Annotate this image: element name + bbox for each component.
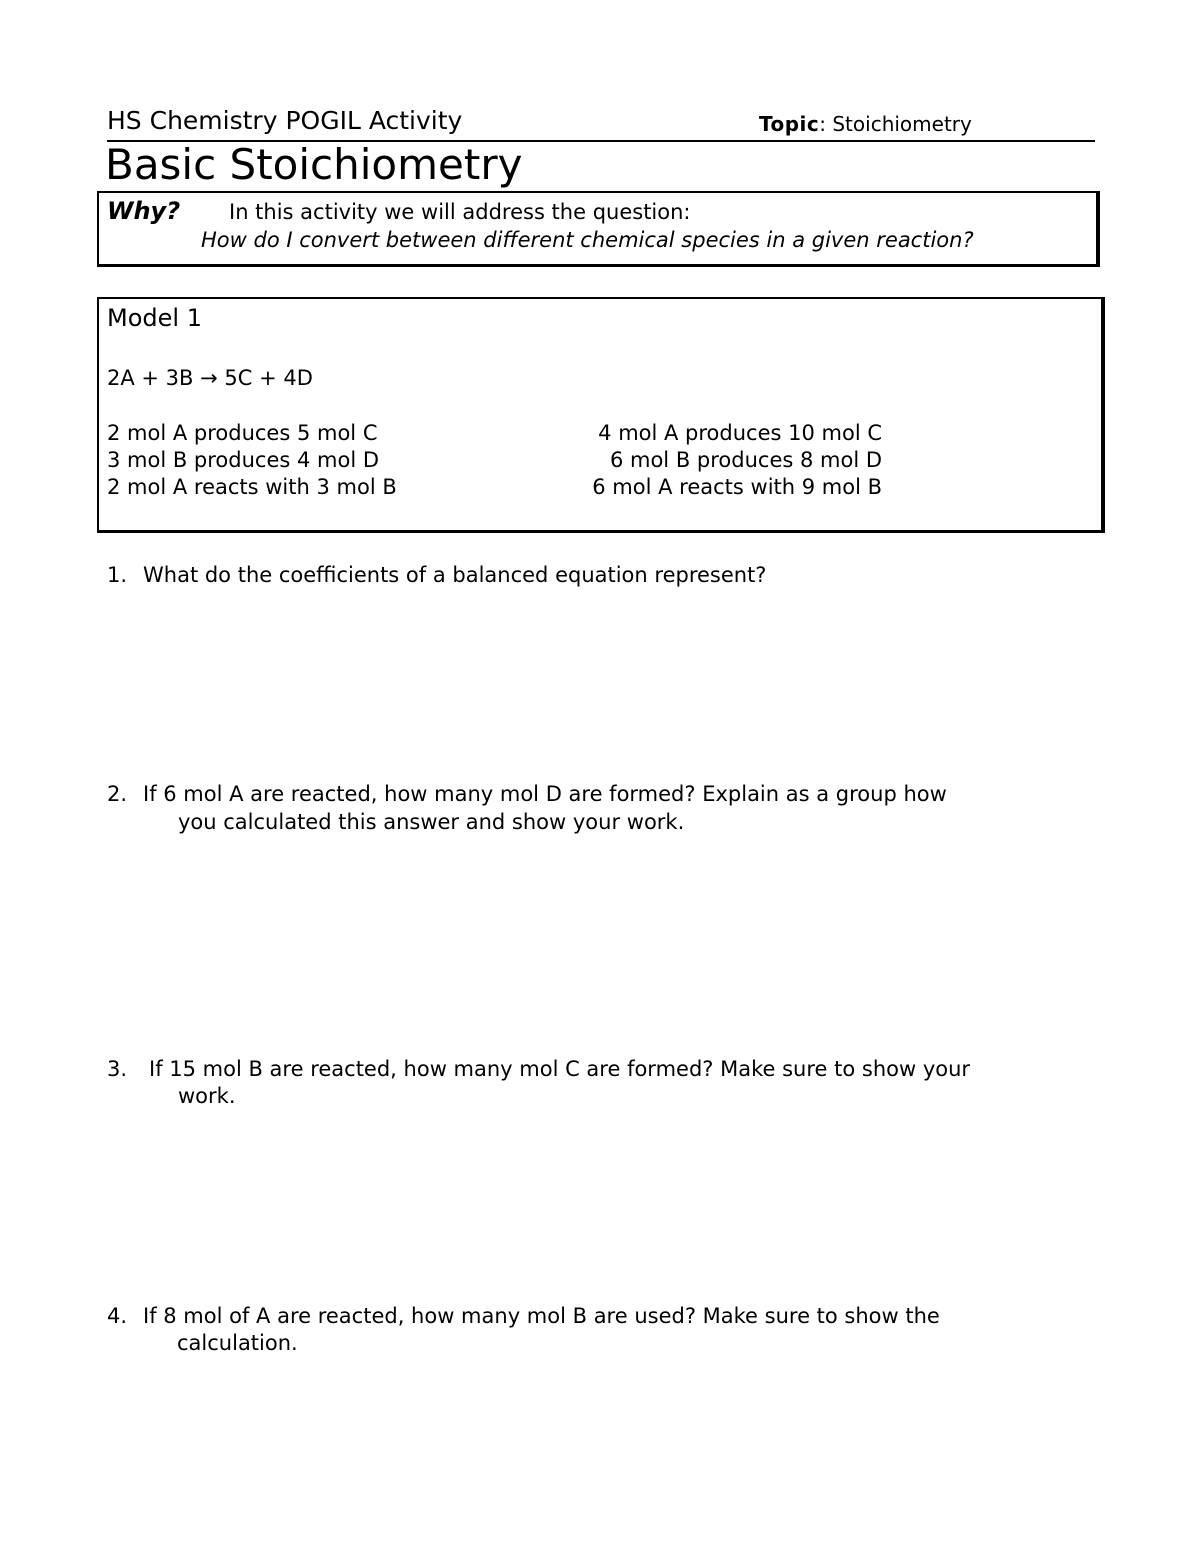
model-right-line: 4 mol A produces 10 mol C: [598, 421, 882, 445]
question-number: 4.: [107, 1304, 128, 1328]
why-label: Why?: [107, 197, 181, 225]
topic-header: [759, 112, 972, 136]
question-text: If 6 mol A are reacted, how many mol D are formed? Explain as a group how: [143, 782, 947, 806]
question-text: work.: [178, 1084, 236, 1108]
model-right-line: 6 mol B produces 8 mol D: [609, 448, 882, 472]
question-text: If 8 mol of A are reacted, how many mol B are used? Make sure to show the: [143, 1304, 940, 1328]
model-left-line: 2 mol A produces 5 mol C: [107, 421, 378, 445]
topic-label: Topic: [759, 112, 820, 136]
page-title: Basic Stoichiometry: [105, 140, 523, 189]
question-text: If 15 mol B are reacted, how many mol C are formed? Make sure to show your: [149, 1057, 971, 1081]
model-title: Model 1: [107, 304, 202, 332]
question-text: calculation.: [177, 1331, 298, 1355]
why-intro: In this activity we will address the question:: [229, 200, 691, 224]
question-number: 1.: [107, 563, 128, 587]
question-number: 2.: [107, 782, 128, 806]
question-number: 3.: [107, 1057, 128, 1081]
question-text: What do the coefficients of a balanced equation represent?: [143, 563, 767, 587]
model-right-line: 6 mol A reacts with 9 mol B: [592, 475, 882, 499]
model-left-line: 3 mol B produces 4 mol D: [107, 448, 380, 472]
why-question: How do I convert between different chemical species in a given reaction?: [201, 228, 974, 252]
model-left-line: 2 mol A reacts with 3 mol B: [107, 475, 397, 499]
model-equation: 2A + 3B → 5C + 4D: [107, 366, 313, 390]
topic-value: : Stoichiometry: [819, 112, 972, 136]
question-text: you calculated this answer and show your work.: [178, 810, 685, 834]
activity-header: HS Chemistry POGIL Activity: [107, 106, 463, 135]
